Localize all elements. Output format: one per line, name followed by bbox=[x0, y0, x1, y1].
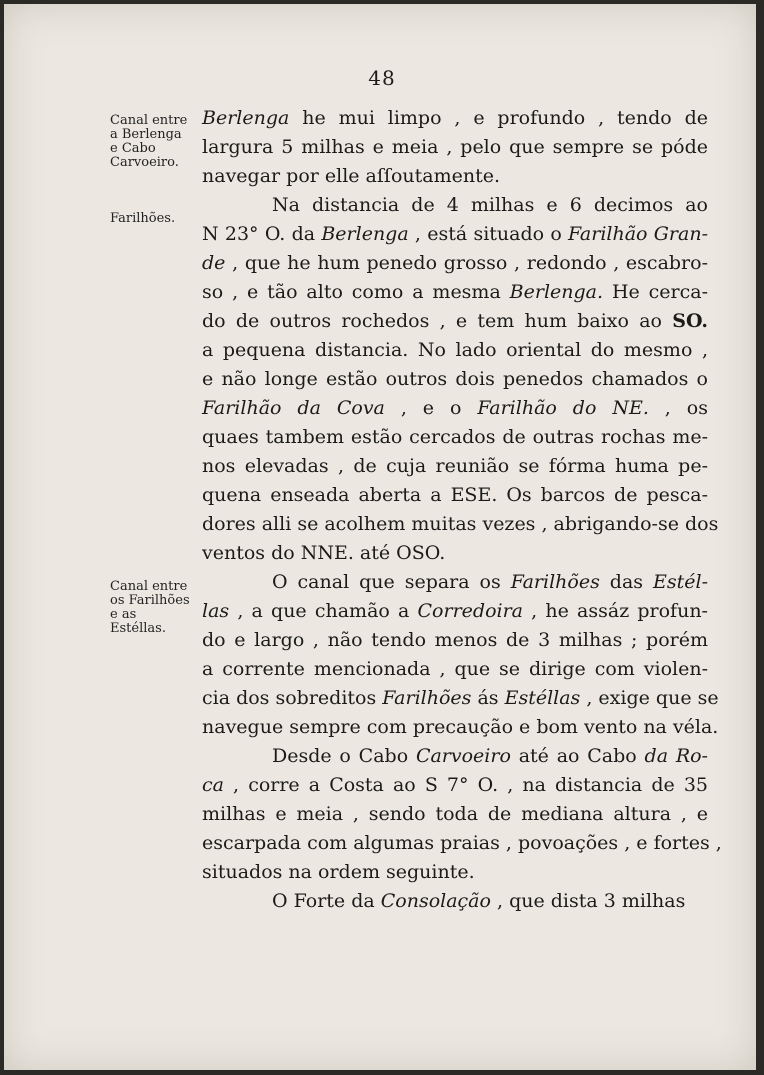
text-line bbox=[202, 684, 719, 713]
text-line bbox=[202, 713, 719, 742]
text-run: escarpada com algumas praias , povoações , e fortes , bbox=[202, 832, 722, 854]
paragraph bbox=[202, 568, 719, 742]
text-run: , exige que se bbox=[580, 687, 719, 709]
italic-run: Berlenga. bbox=[509, 281, 604, 303]
text-run: ventos do NNE. até OSO. bbox=[202, 542, 446, 564]
text-line bbox=[202, 336, 708, 365]
italic-run: Berlenga bbox=[202, 107, 290, 129]
text-run: milhas e meia , sendo toda de mediana altura , e bbox=[202, 803, 708, 825]
text-line bbox=[202, 278, 708, 307]
text-run: Na distancia de 4 milhas e 6 decimos ao bbox=[272, 194, 708, 216]
body-text bbox=[202, 104, 722, 916]
text-line bbox=[202, 307, 708, 336]
italic-run: Estél- bbox=[653, 571, 708, 593]
text-run: O Forte da bbox=[272, 890, 381, 912]
text-line bbox=[202, 597, 708, 626]
text-line bbox=[202, 452, 708, 481]
text-run: so , e tão alto como a mesma bbox=[202, 281, 510, 303]
text-run: , que he hum penedo grosso , redondo , escabro- bbox=[225, 252, 708, 274]
paragraph bbox=[202, 191, 719, 568]
text-line bbox=[202, 423, 708, 452]
italic-run: Carvoeiro bbox=[415, 745, 511, 767]
text-line bbox=[202, 858, 708, 887]
text-line bbox=[202, 133, 708, 162]
text-line bbox=[202, 394, 708, 423]
text-run: , a que chamão a bbox=[229, 600, 418, 622]
italic-run: da Ro- bbox=[644, 745, 708, 767]
text-run: nos elevadas , de cuja reunião se fórma huma pe- bbox=[202, 455, 708, 477]
text-run: he mui limpo , e profundo , tendo de bbox=[289, 107, 708, 129]
paragraph bbox=[202, 887, 708, 916]
text-run: do de outros rochedos , e tem hum baixo ao bbox=[202, 310, 673, 332]
text-line bbox=[202, 829, 722, 858]
italic-run: Farilhão do NE. bbox=[477, 397, 649, 419]
text-run: quena enseada aberta a ESE. Os barcos de pesca- bbox=[202, 484, 708, 506]
text-run: , está situado o bbox=[408, 223, 569, 245]
text-run: do e largo , não tendo menos de 3 milhas ; porém bbox=[202, 629, 708, 651]
text-line bbox=[202, 249, 708, 278]
italic-run: las bbox=[202, 600, 230, 622]
text-run: N 23° O. da bbox=[202, 223, 322, 245]
text-line bbox=[202, 191, 708, 220]
text-run: a corrente mencionada , que se dirige com violen- bbox=[202, 658, 708, 680]
text-run: a pequena distancia. No lado oriental do mesmo , bbox=[202, 339, 708, 361]
italic-run: ca bbox=[202, 774, 224, 796]
italic-run: Estéllas bbox=[504, 687, 581, 709]
text-line bbox=[202, 539, 708, 568]
text-line bbox=[202, 742, 708, 771]
text-run: ás bbox=[471, 687, 505, 709]
text-run: Desde o Cabo bbox=[272, 745, 416, 767]
text-run: , que dista 3 milhas bbox=[490, 890, 686, 912]
text-line bbox=[202, 568, 708, 597]
italic-run: Corredoira bbox=[417, 600, 523, 622]
margin-note-canal-farilhoes: Canal entre os Farilhões e as Estéllas. bbox=[110, 579, 190, 636]
text-run: quaes tambem estão cercados de outras rochas me- bbox=[202, 426, 708, 448]
text-line bbox=[202, 771, 708, 800]
text-line bbox=[202, 800, 708, 829]
text-line bbox=[202, 887, 708, 916]
italic-run: Farilhão Gran- bbox=[568, 223, 708, 245]
italic-run: Berlenga bbox=[321, 223, 409, 245]
text-run: , he assáz profun- bbox=[523, 600, 708, 622]
italic-run: Farilhões bbox=[510, 571, 600, 593]
text-run: O canal que separa os bbox=[272, 571, 511, 593]
text-run: cia dos sobreditos bbox=[202, 687, 383, 709]
text-run: situados na ordem seguinte. bbox=[202, 861, 475, 883]
text-line bbox=[202, 104, 708, 133]
italic-run: Farilhão da Cova bbox=[202, 397, 385, 419]
italic-run: Farilhões bbox=[382, 687, 472, 709]
text-run: e não longe estão outros dois penedos chamados o bbox=[202, 368, 708, 390]
italic-run: de bbox=[202, 252, 226, 274]
paragraph bbox=[202, 742, 722, 887]
margin-note-farilhoes: Farilhões. bbox=[110, 211, 176, 226]
text-run: He cerca- bbox=[603, 281, 709, 303]
text-run: largura 5 milhas e meia , pelo que sempre se póde bbox=[202, 136, 708, 158]
paragraph-container bbox=[202, 104, 722, 916]
margin-note-canal-berlenga: Canal entre a Berlenga e Cabo Carvoeiro. bbox=[110, 113, 188, 170]
text-line bbox=[202, 220, 708, 249]
text-line bbox=[202, 481, 708, 510]
text-run: dores alli se acolhem muitas vezes , abrigando-se dos bbox=[202, 513, 719, 535]
text-run: navegar por elle aſſoutamente. bbox=[202, 165, 501, 187]
text-run: navegue sempre com precaução e bom vento na véla. bbox=[202, 716, 719, 738]
text-line bbox=[202, 365, 708, 394]
text-run: das bbox=[599, 571, 653, 593]
text-line bbox=[202, 162, 708, 191]
paragraph bbox=[202, 104, 708, 191]
text-line bbox=[202, 655, 708, 684]
bold-run: SO. bbox=[672, 310, 708, 332]
italic-run: Consolação bbox=[380, 890, 491, 912]
text-line bbox=[202, 626, 708, 655]
text-run: , corre a Costa ao S 7° O. , na distancia de 35 bbox=[223, 774, 708, 796]
text-run: , e o bbox=[384, 397, 478, 419]
text-run: até ao Cabo bbox=[510, 745, 645, 767]
text-line bbox=[202, 510, 719, 539]
text-run: , os bbox=[648, 397, 708, 419]
page-number: 48 bbox=[368, 66, 396, 90]
